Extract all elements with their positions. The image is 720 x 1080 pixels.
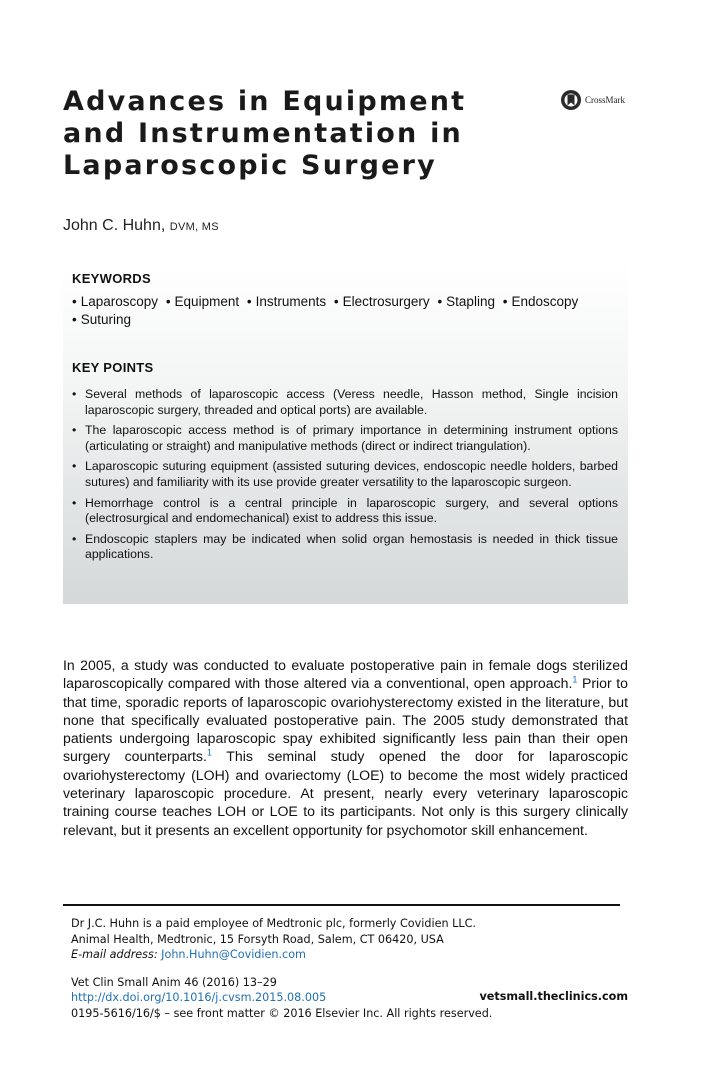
- reference-link[interactable]: 1: [572, 674, 578, 685]
- keyword: Endoscopy: [511, 294, 579, 309]
- keywords-heading: KEYWORDS: [72, 271, 151, 286]
- keywords-keypoints-box: [63, 263, 628, 604]
- body-text-part: In 2005, a study was conducted to evaluate postoperative pain in female dogs sterilized laparoscopically compared with those altered via a conventional, open approach.: [63, 657, 628, 692]
- doi-link[interactable]: http://dx.doi.org/10.1016/j.cvsm.2015.08.005: [71, 991, 327, 1004]
- keyword: Instruments: [255, 294, 327, 309]
- author-name: John C. Huhn,: [63, 217, 166, 234]
- keywords-line-1: • Laparoscopy • Equipment • Instruments • Electrosurgery • Stapling • Endoscopy: [72, 294, 579, 309]
- crossmark-badge[interactable]: [560, 89, 625, 111]
- key-point-item: • Several methods of laparoscopic access (Veress needle, Hasson method, Single incision laparoscopic surgery, threaded and optical ports) are available.: [72, 387, 618, 418]
- key-point-item: • The laparoscopic access method is of primary importance in determining instrument options (articulating or straight) and manipulative methods (direct or indirect triangulation).: [72, 423, 618, 454]
- key-points-list: [72, 387, 618, 568]
- body-paragraph: [63, 656, 628, 839]
- key-point-item: • Hemorrhage control is a central principle in laparoscopic surgery, and several options (electrosurgical and endomechanical) exist to address this issue.: [72, 496, 618, 527]
- email-label: E-mail address:: [71, 948, 158, 961]
- key-point-item: • Endoscopic staplers may be indicated when solid organ hemostasis is needed in thick tissue applications.: [72, 532, 618, 563]
- author-line: [63, 217, 219, 235]
- author-credentials: DVM, MS: [169, 221, 219, 233]
- footnote-divider: [63, 904, 620, 906]
- body-text-part: Prior to that time, sporadic reports of laparoscopic ovariohysterectomy existed in the literature, but none that specifically evaluated postoperative pain. The 2005 study demonstrated that patients undergoing laparoscopic spay exhibited significantly less pain than their open surgery counterparts.: [63, 675, 628, 765]
- copyright-line: 0195-5616/16/$ – see front matter © 2016 Elsevier Inc. All rights reserved.: [71, 1007, 493, 1020]
- keywords-line-2: • Suturing: [72, 312, 132, 327]
- article-title: [63, 86, 533, 182]
- email-link[interactable]: John.Huhn@Covidien.com: [161, 948, 306, 961]
- crossmark-icon: [560, 89, 582, 111]
- journal-website[interactable]: vetsmall.theclinics.com: [479, 990, 628, 1003]
- key-point-item: • Laparoscopic suturing equipment (assisted suturing devices, endoscopic needle holders, barbed sutures) and familiarity with its use provide greater versatility to the laparoscopic surgeon.: [72, 459, 618, 490]
- footnote-email-line: [71, 947, 306, 963]
- body-text-part: This seminal study opened the door for laparoscopic ovariohysterectomy (LOH) and ovariectomy (LOE) to become the most widely practiced veterinary laparoscopic procedure. At present, nearly every veterinary laparoscopic training course teaches LOH or LOE to its participants. Not only is this surgery clinically relevant, but it presents an excellent opportunity for psychomotor skill enhancement.: [63, 748, 628, 838]
- keyword: Equipment: [174, 294, 240, 309]
- footnote-disclosure: Dr J.C. Huhn is a paid employee of Medtronic plc, formerly Covidien LLC.: [71, 917, 476, 930]
- title-line: and Instrumentation in: [63, 118, 463, 149]
- keyword: Suturing: [80, 312, 132, 327]
- journal-citation: Vet Clin Small Anim 46 (2016) 13–29: [71, 976, 277, 989]
- keyword: Laparoscopy: [80, 294, 159, 309]
- key-points-heading: KEY POINTS: [72, 360, 154, 375]
- title-line: Advances in Equipment: [63, 86, 467, 117]
- keyword: Electrosurgery: [342, 294, 430, 309]
- footnote-address: Animal Health, Medtronic, 15 Forsyth Road, Salem, CT 06420, USA: [71, 933, 444, 946]
- reference-link[interactable]: 1: [206, 747, 212, 758]
- title-line: Laparoscopic Surgery: [63, 150, 437, 181]
- crossmark-label: CrossMark: [585, 95, 625, 105]
- doi-line: [71, 990, 326, 1006]
- keyword: Stapling: [446, 294, 495, 309]
